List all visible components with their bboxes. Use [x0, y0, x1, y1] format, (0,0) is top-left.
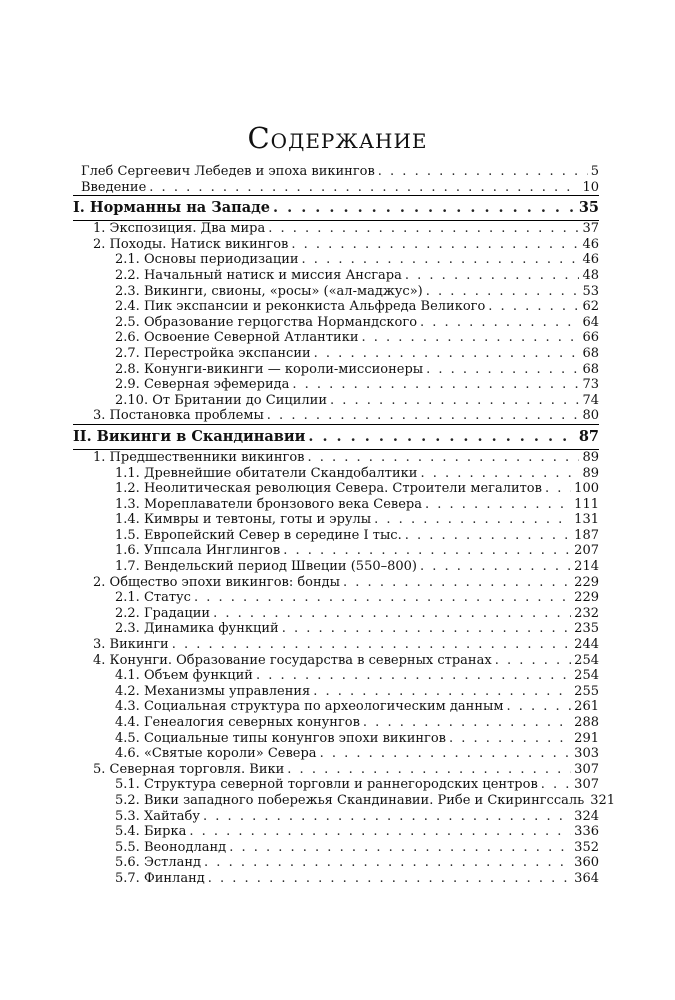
dot-leader [314, 346, 580, 362]
toc-entry[interactable] [73, 284, 599, 300]
toc-entry[interactable] [73, 408, 599, 424]
toc-entry[interactable] [73, 393, 599, 409]
toc-entry[interactable] [73, 762, 599, 778]
toc-entry-page: 352 [574, 839, 599, 855]
toc-entry[interactable] [73, 221, 599, 237]
dot-leader [420, 466, 579, 482]
toc-entry-label: 2.1. Статус [115, 590, 191, 606]
toc-entry-page: 87 [578, 427, 599, 445]
toc-entry[interactable] [73, 746, 599, 762]
toc-entry-label: 2.2. Начальный натиск и миссия Ансгара [115, 267, 402, 283]
toc-entry-page: 100 [574, 481, 599, 497]
toc-entry-label: 2. Походы. Натиск викингов [93, 236, 289, 252]
toc-entry-page: 37 [582, 221, 599, 237]
toc-entry-page: 307 [574, 777, 599, 793]
toc-entry-page: 5 [590, 164, 599, 179]
dot-leader [313, 684, 571, 700]
dot-leader [488, 299, 579, 315]
toc-entry[interactable] [73, 637, 599, 653]
toc-entry[interactable] [73, 684, 599, 700]
dot-leader [194, 590, 571, 606]
toc-entry-label: I. Норманны на Западе [73, 199, 270, 217]
toc-entry-page: 255 [574, 683, 599, 699]
dot-leader [229, 840, 571, 856]
toc-entry-page: 360 [574, 855, 599, 871]
toc-entry-label: 2. Общество эпохи викингов: бонды [93, 574, 341, 590]
table-of-contents [73, 164, 616, 887]
dot-leader [374, 512, 571, 528]
toc-entry-label: 5. Северная торговля. Вики [93, 761, 285, 777]
toc-entry[interactable] [73, 606, 599, 622]
dot-leader [420, 315, 579, 331]
dot-leader [330, 393, 579, 409]
toc-entry-label: 1. Предшественники викингов [93, 449, 305, 465]
toc-entry[interactable] [73, 715, 599, 731]
toc-entry-label: 4.3. Социальная структура по археологическим данным [115, 699, 504, 715]
toc-entry-page: 235 [574, 621, 599, 637]
dot-leader [273, 196, 576, 220]
dot-leader [426, 362, 579, 378]
dot-leader [287, 762, 571, 778]
toc-part-heading[interactable] [73, 425, 599, 449]
toc-entry-label: 4.6. «Святые короли» Севера [115, 746, 317, 762]
toc-entry[interactable] [73, 559, 599, 575]
dot-leader [343, 575, 571, 591]
toc-entry-label: Введение [81, 179, 147, 195]
toc-entry[interactable] [73, 855, 599, 871]
dot-leader [213, 606, 571, 622]
dot-leader [302, 252, 580, 268]
toc-entry-label: 1.1. Древнейшие обитатели Скандобалтики [115, 465, 418, 481]
toc-entry-page: 46 [582, 236, 599, 252]
toc-entry-label: 1.3. Мореплаватели бронзового века Севера [115, 496, 422, 512]
toc-entry-label: 2.5. Образование герцогства Нормандского [115, 314, 418, 330]
toc-entry-page: 244 [574, 637, 599, 653]
toc-entry[interactable] [73, 450, 599, 466]
toc-entry[interactable] [73, 252, 599, 268]
toc-entry-label: 2.2. Градации [115, 605, 211, 621]
toc-entry-page: 254 [574, 652, 599, 668]
toc-entry[interactable] [73, 497, 599, 513]
toc-entry-label: 2.9. Северная эфемерида [115, 377, 290, 393]
toc-entry-page: 46 [582, 252, 599, 268]
toc-entry[interactable] [73, 621, 599, 637]
toc-entry-page: 53 [582, 283, 599, 299]
toc-entry[interactable] [73, 180, 599, 196]
toc-entry-label: 4.4. Генеалогия северных конунгов [115, 715, 360, 730]
dot-leader [291, 237, 579, 253]
toc-entry-label: 4.2. Механизмы управления [115, 683, 311, 699]
toc-entry[interactable] [73, 590, 599, 606]
toc-entry[interactable] [73, 164, 599, 180]
dot-leader [495, 653, 571, 669]
toc-entry-label: 3. Викинги [93, 637, 169, 653]
toc-entry-page: 89 [582, 449, 599, 465]
toc-entry-page: 35 [578, 199, 599, 217]
toc-entry-label: 5.6. Эстланд [115, 855, 202, 871]
toc-entry-page: 364 [574, 870, 599, 886]
dot-leader [449, 731, 571, 747]
toc-entry-label: II. Викинги в Скандинавии [73, 427, 306, 445]
dot-leader [545, 481, 571, 497]
toc-entry-label: 5.5. Веонодланд [115, 839, 227, 855]
dot-leader [426, 284, 580, 300]
toc-entry[interactable] [73, 871, 599, 887]
dot-leader [420, 559, 571, 575]
toc-entry-label: 1. Экспозиция. Два мира [93, 221, 266, 237]
dot-leader [256, 668, 571, 684]
toc-entry-label: 1.2. Неолитическая революция Севера. Строители мегалитов [115, 481, 542, 497]
toc-entry-label: Глеб Сергеевич Лебедев и эпоха викингов [81, 164, 375, 179]
toc-entry-label: 5.4. Бирка [115, 824, 187, 840]
toc-entry[interactable] [73, 809, 599, 825]
toc-entry-label: 4.1. Объем функций [115, 668, 253, 684]
toc-entry[interactable] [73, 315, 599, 331]
toc-entry-page: 89 [582, 465, 599, 481]
toc-entry[interactable] [73, 575, 599, 591]
toc-entry-page: 254 [574, 668, 599, 684]
dot-leader [189, 824, 571, 840]
dot-leader [149, 180, 579, 196]
toc-entry-page: 324 [574, 808, 599, 824]
toc-entry[interactable] [73, 346, 599, 362]
dot-leader [506, 699, 571, 715]
toc-entry-label: 1.7. Вендельский период Швеции (550–800) [115, 559, 417, 575]
toc-entry[interactable] [73, 299, 599, 315]
toc-entry[interactable] [73, 237, 599, 253]
page-title: Содержание [247, 121, 428, 156]
toc-entry[interactable] [73, 377, 599, 393]
toc-entry-label: 3. Постановка проблемы [93, 408, 264, 424]
toc-entry-page: 207 [574, 543, 599, 559]
toc-entry-label: 2.1. Основы периодизации [115, 252, 299, 268]
toc-entry[interactable] [73, 840, 599, 856]
toc-entry-label: 5.1. Структура северной торговли и раннегородских центров [115, 777, 538, 793]
toc-entry[interactable] [73, 699, 599, 715]
toc-entry[interactable] [73, 362, 599, 378]
toc-entry-page: 48 [582, 267, 599, 283]
toc-entry-label: 5.2. Вики западного побережья Скандинавии. Рибе и Скирингссаль [115, 792, 585, 808]
toc-entry[interactable] [73, 466, 599, 482]
toc-entry-label: 5.3. Хайтабу [115, 808, 201, 824]
toc-entry-page: 232 [574, 605, 599, 621]
dot-leader [363, 715, 571, 731]
toc-entry-label: 4.5. Социальные типы конунгов эпохи викингов [115, 730, 446, 746]
toc-entry-label: 2.7. Перестройка экспансии [115, 345, 311, 361]
toc-entry-page: 336 [574, 824, 599, 840]
dot-leader [378, 164, 588, 180]
toc-entry[interactable] [73, 268, 599, 284]
dot-leader [292, 377, 579, 393]
toc-entry-label: 2.4. Пик экспансии и реконкиста Альфреда Великого [115, 299, 486, 315]
toc-entry[interactable] [73, 731, 599, 747]
toc-entry-label: 2.3. Динамика функций [115, 621, 279, 637]
toc-entry-page: 291 [574, 730, 599, 746]
toc-entry-page: 80 [582, 408, 599, 424]
toc-entry-page: 229 [574, 574, 599, 590]
toc-entry-page: 321 [590, 792, 616, 808]
toc-entry-label: 2.8. Конунги-викинги — короли-миссионеры [115, 361, 424, 377]
toc-entry-label: 1.5. Европейский Север в середине I тыс. [115, 527, 402, 543]
toc-entry[interactable] [73, 330, 599, 346]
toc-entry-label: 1.6. Уппсала Инглингов [115, 543, 281, 559]
toc-entry[interactable] [73, 777, 599, 793]
dot-leader [203, 809, 571, 825]
dot-leader [307, 450, 579, 466]
toc-entry-label: 1.4. Кимвры и тевтоны, готы и эрулы [115, 512, 372, 528]
toc-entry-label: 5.7. Финланд [115, 870, 205, 886]
toc-entry[interactable] [73, 512, 599, 528]
dot-leader [362, 330, 580, 346]
toc-entry-page: 229 [574, 590, 599, 606]
dot-leader [405, 268, 580, 284]
toc-entry-page: 10 [582, 179, 599, 195]
dot-leader [405, 528, 571, 544]
toc-entry-page: 62 [582, 299, 599, 315]
toc-entry-page: 307 [574, 761, 599, 777]
toc-entry-page: 74 [582, 392, 599, 408]
toc-entry-page: 187 [574, 527, 599, 543]
toc-entry-page: 214 [574, 559, 599, 575]
dot-leader [267, 408, 580, 424]
toc-entry[interactable] [73, 653, 599, 669]
toc-entry-page: 73 [582, 377, 599, 393]
dot-leader [541, 777, 571, 793]
toc-entry-page: 303 [574, 746, 599, 762]
dot-leader [425, 497, 571, 513]
toc-entry[interactable] [73, 481, 599, 497]
toc-entry-page: 68 [582, 345, 599, 361]
dot-leader [320, 746, 572, 762]
toc-entry-page: 131 [574, 512, 599, 528]
dot-leader [282, 621, 571, 637]
toc-entry-page: 64 [582, 314, 599, 330]
toc-entry-page: 288 [574, 715, 599, 730]
toc-entry[interactable] [73, 543, 599, 559]
dot-leader [204, 855, 571, 871]
dot-leader [268, 221, 579, 237]
dot-leader [283, 543, 571, 559]
toc-entry[interactable] [73, 792, 616, 809]
toc-entry-page: 66 [582, 330, 599, 346]
toc-entry-page: 68 [582, 361, 599, 377]
toc-entry-label: 2.10. От Британии до Сицилии [115, 392, 327, 408]
dot-leader [208, 871, 571, 887]
dot-leader [308, 425, 575, 449]
toc-entry[interactable] [73, 668, 599, 684]
toc-entry[interactable] [73, 824, 599, 840]
toc-entry[interactable] [73, 528, 599, 544]
toc-entry-label: 2.6. Освоение Северной Атлантики [115, 330, 359, 346]
toc-entry-label: 4. Конунги. Образование государства в северных странах [93, 652, 492, 668]
toc-entry-page: 261 [574, 699, 599, 715]
toc-part-heading[interactable] [73, 196, 599, 220]
dot-leader [172, 637, 571, 653]
toc-entry-label: 2.3. Викинги, свионы, «росы» («ал-маджус») [115, 283, 423, 299]
toc-entry-page: 111 [574, 496, 599, 512]
